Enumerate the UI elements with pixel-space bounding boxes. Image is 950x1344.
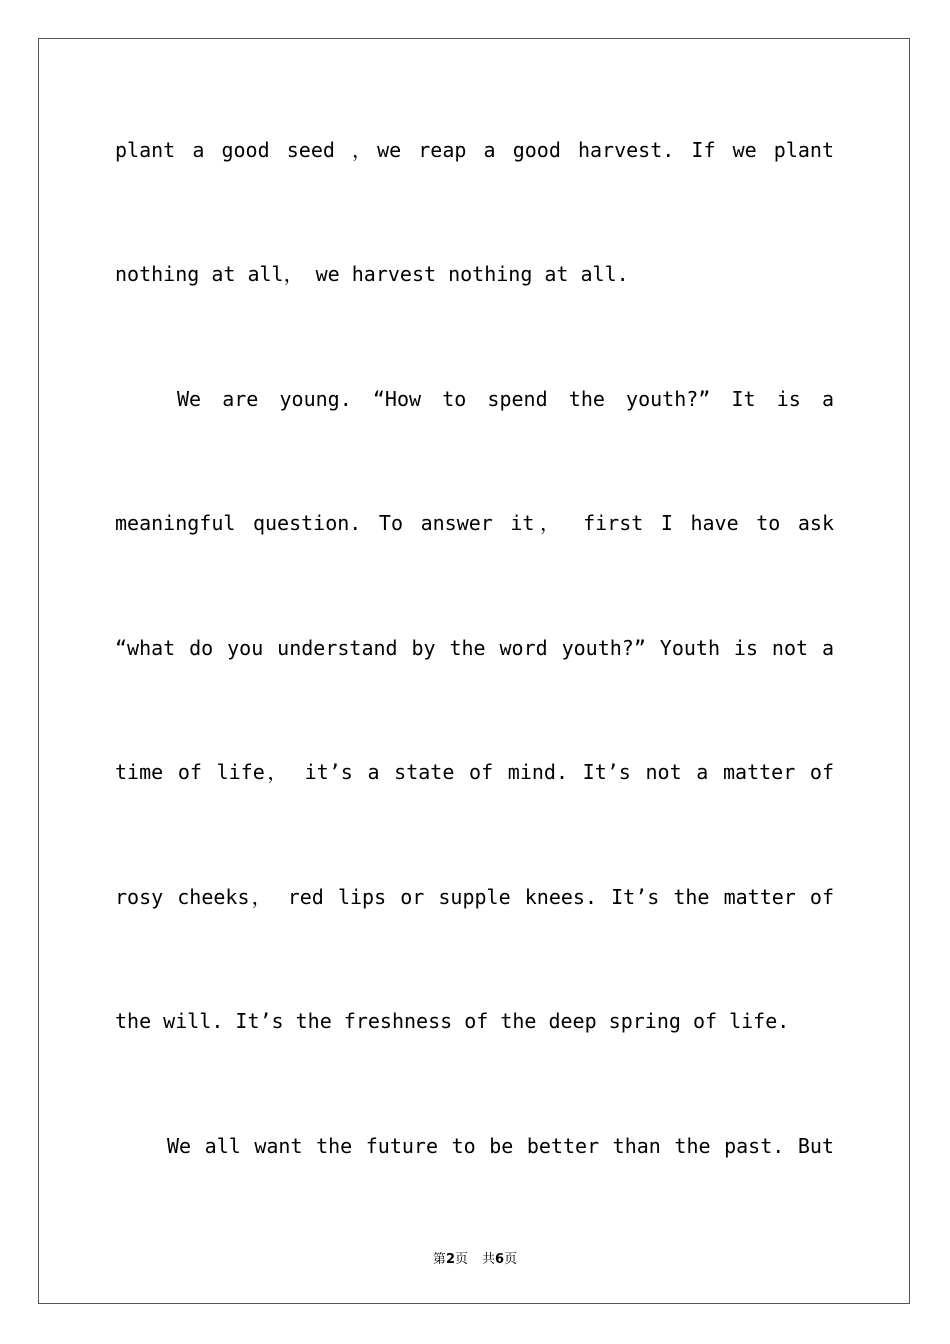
footer-page-suffix: 页 [454, 1252, 468, 1267]
text-line-8: the will. It’s the freshness of the deep spring of life. [115, 1009, 790, 1033]
footer-page-number: 2 [445, 1252, 455, 1267]
text-line-6: time of life， it’s a state of mind. It’s not a matter of [115, 760, 834, 784]
footer-page-prefix: 第 [432, 1252, 446, 1267]
text-line-7: rosy cheeks， red lips or supple knees. It’s the matter of [115, 885, 834, 909]
text-line-2: nothing at all， we harvest nothing at all. [115, 262, 629, 286]
text-line-9: We all want the future to be better than the past. But [167, 1134, 834, 1158]
text-line-3: We are young. “How to spend the youth?” It is a [177, 387, 834, 411]
page-footer [0, 1248, 950, 1267]
text-line-5: “what do you understand by the word youth?” Youth is not a [115, 636, 834, 660]
text-line-1: plant a good seed ，we reap a good harvest. If we plant [115, 138, 834, 162]
footer-total-pages: 6 [495, 1252, 505, 1267]
page-frame [38, 38, 910, 1304]
footer-total-suffix: 页 [504, 1252, 518, 1267]
footer-total-prefix: 共 [482, 1252, 496, 1267]
text-line-4: meaningful question. To answer it， first I have to ask [115, 511, 834, 535]
